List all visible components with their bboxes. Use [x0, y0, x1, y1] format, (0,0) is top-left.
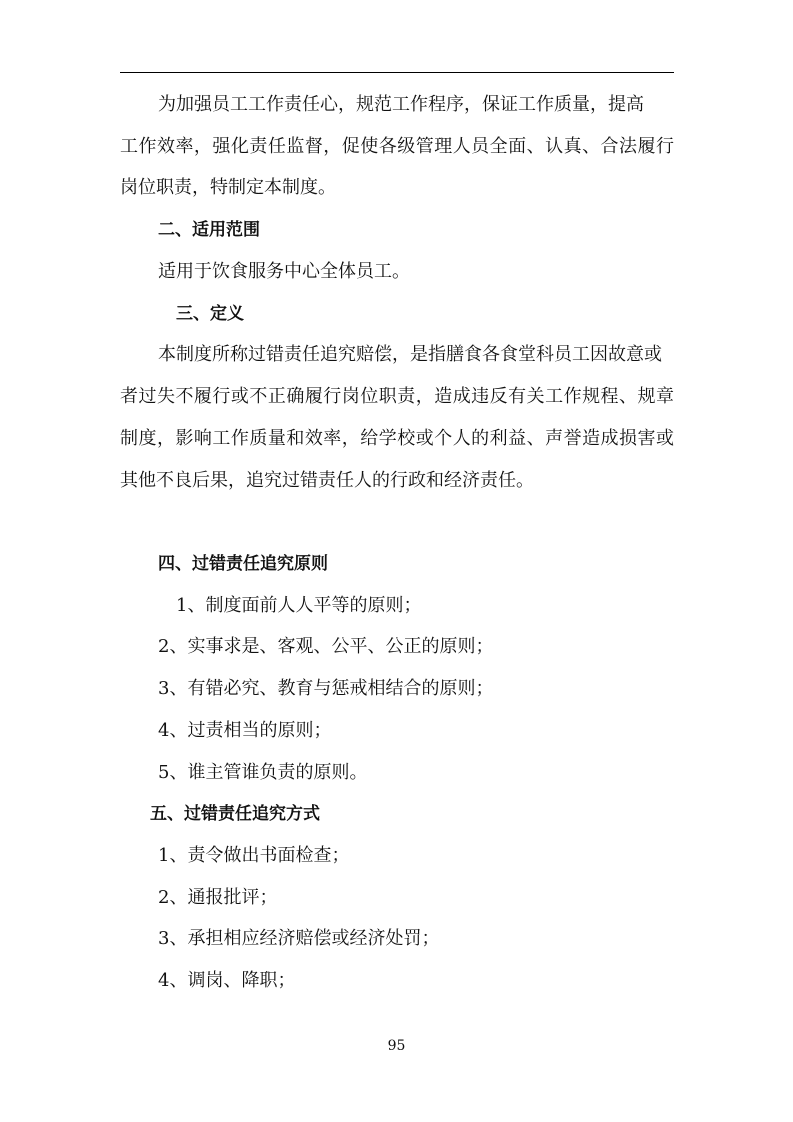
method-item: 1、责令做出书面检查；	[158, 845, 350, 866]
section-2-body: 适用于饮食服务中心全体员工。	[158, 261, 410, 282]
section-4-heading: 四、过错责任追究原则	[158, 554, 328, 574]
section-3-line-1: 本制度所称过错责任追究赔偿，是指膳食各食堂科员工因故意或	[158, 344, 662, 365]
header-rule	[120, 72, 674, 73]
principle-item: 1、制度面前人人平等的原则；	[176, 595, 422, 616]
section-3-line-2: 者过失不履行或不正确履行岗位职责，造成违反有关工作规程、规章	[120, 386, 674, 407]
section-3-heading: 三、定义	[176, 304, 244, 324]
principle-item: 5、谁主管谁负责的原则。	[158, 762, 368, 783]
intro-line-1: 为加强员工工作责任心，规范工作程序，保证工作质量，提高	[158, 94, 644, 115]
method-item: 4、调岗、降职；	[158, 970, 296, 991]
intro-line-2: 工作效率，强化责任监督，促使各级管理人员全面、认真、合法履行	[120, 136, 674, 157]
principle-item: 2、实事求是、客观、公平、公正的原则；	[158, 636, 494, 657]
section-2-heading: 二、适用范围	[158, 220, 260, 240]
section-3-line-4: 其他不良后果，追究过错责任人的行政和经济责任。	[120, 470, 534, 491]
principle-item: 3、有错必究、教育与惩戒相结合的原则；	[158, 678, 494, 699]
section-5-heading: 五、过错责任追究方式	[150, 804, 320, 824]
intro-line-3: 岗位职责，特制定本制度。	[120, 177, 336, 198]
method-item: 3、承担相应经济赔偿或经济处罚；	[158, 928, 440, 949]
method-item: 2、通报批评；	[158, 887, 278, 908]
section-3-line-3: 制度，影响工作质量和效率，给学校或个人的利益、声誉造成损害或	[120, 428, 674, 449]
principle-item: 4、过责相当的原则；	[158, 720, 332, 741]
page-number: 95	[387, 1038, 406, 1054]
